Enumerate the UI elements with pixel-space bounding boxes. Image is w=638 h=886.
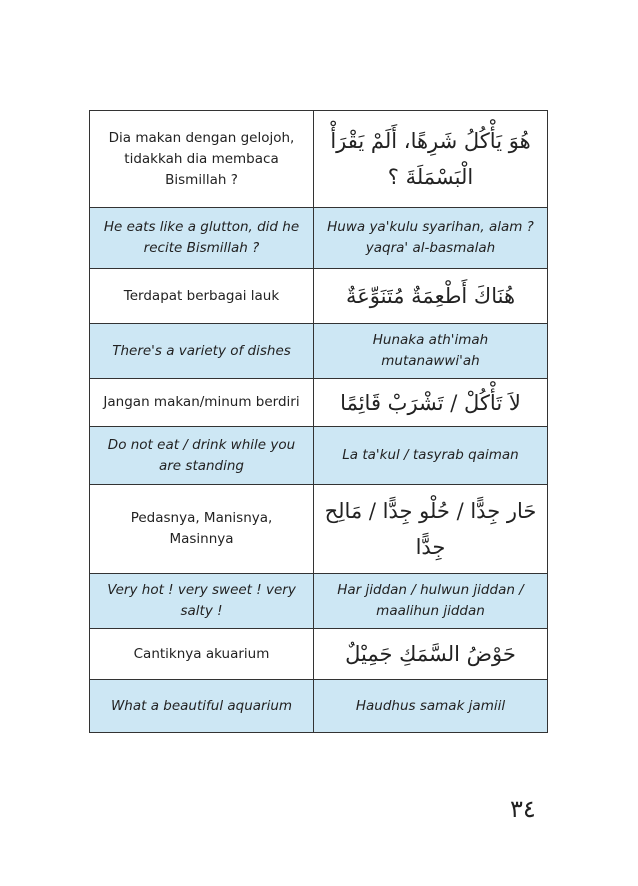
malay-phrase: Pedasnya, Manisnya, Masinnya xyxy=(90,485,314,574)
english-translation: He eats like a glutton, did he recite Bismillah ? xyxy=(90,208,314,269)
transliteration: Haudhus samak jamiil xyxy=(314,680,548,733)
english-transliteration-row xyxy=(90,680,548,733)
malay-arabic-row xyxy=(90,111,548,208)
arabic-phrase: لاَ تَأْكُلْ / تَشْرَبْ قَائِمًا xyxy=(314,379,548,427)
malay-phrase: Cantiknya akuarium xyxy=(90,629,314,680)
malay-arabic-row xyxy=(90,485,548,574)
transliteration: Hunaka ath'imah mutanawwi'ah xyxy=(314,324,548,379)
arabic-phrase: حَار جِدًّا / حُلْو جِدًّا / مَالِح جِدًّا xyxy=(314,485,548,574)
malay-phrase: Dia makan dengan gelojoh, tidakkah dia membaca Bismillah ? xyxy=(90,111,314,208)
english-translation: Very hot ! very sweet ! very salty ! xyxy=(90,574,314,629)
malay-arabic-row xyxy=(90,379,548,427)
english-transliteration-row xyxy=(90,427,548,485)
english-translation: Do not eat / drink while you are standing xyxy=(90,427,314,485)
arabic-phrase: حَوْضُ السَّمَكِ جَمِيْلٌ xyxy=(314,629,548,680)
english-translation: What a beautiful aquarium xyxy=(90,680,314,733)
transliteration: Huwa ya'kulu syarihan, alam ? yaqra' al-basmalah xyxy=(314,208,548,269)
phrase-table xyxy=(89,110,548,733)
arabic-phrase: هُوَ يَأْكُلُ شَرِهًا، أَلَمْ يَقْرَأْ الْبَسْمَلَةَ ؟ xyxy=(314,111,548,208)
english-transliteration-row xyxy=(90,324,548,379)
malay-arabic-row xyxy=(90,629,548,680)
malay-phrase: Jangan makan/minum berdiri xyxy=(90,379,314,427)
page-number: ٣٤ xyxy=(510,795,536,823)
english-transliteration-row xyxy=(90,208,548,269)
transliteration: La ta'kul / tasyrab qaiman xyxy=(314,427,548,485)
transliteration: Har jiddan / hulwun jiddan / maalihun jiddan xyxy=(314,574,548,629)
malay-phrase: Terdapat berbagai lauk xyxy=(90,269,314,324)
english-transliteration-row xyxy=(90,574,548,629)
malay-arabic-row xyxy=(90,269,548,324)
english-translation: There's a variety of dishes xyxy=(90,324,314,379)
arabic-phrase: هُنَاكَ أَطْعِمَةٌ مُتَنَوِّعَةٌ xyxy=(314,269,548,324)
